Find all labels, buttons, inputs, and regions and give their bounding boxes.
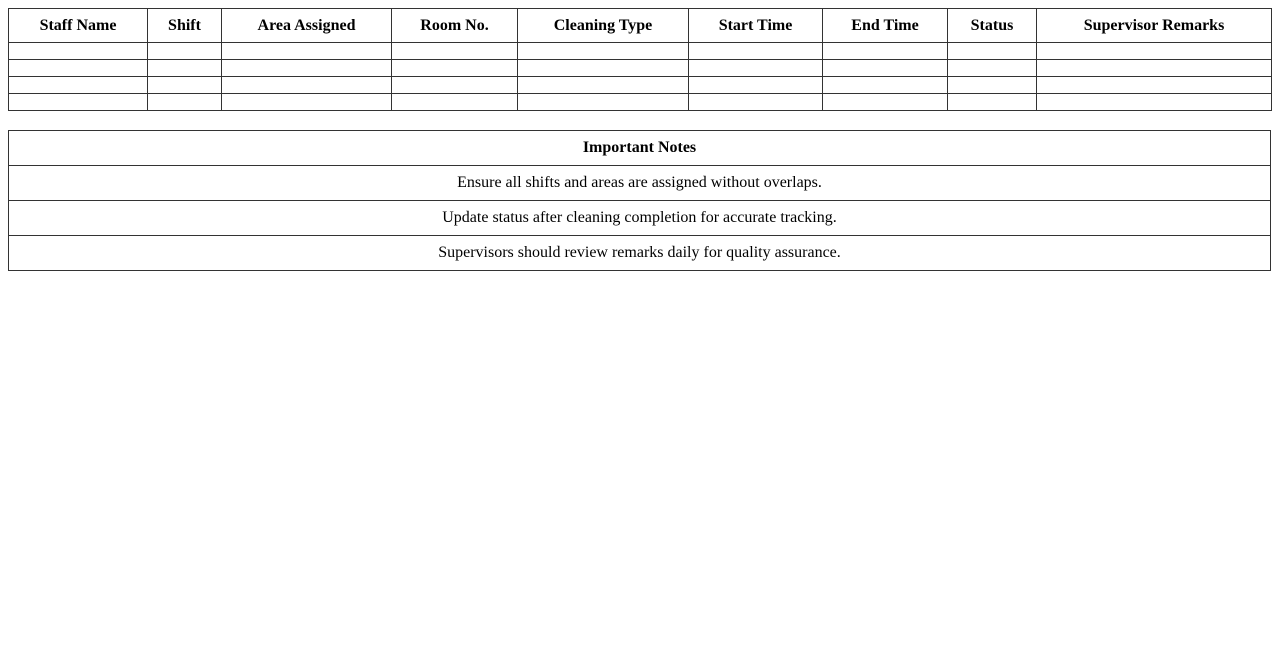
note-item: Ensure all shifts and areas are assigned without overlaps.	[9, 166, 1271, 201]
table-cell[interactable]	[9, 94, 148, 111]
table-cell[interactable]	[518, 43, 689, 60]
table-cell[interactable]	[148, 94, 222, 111]
table-cell[interactable]	[823, 43, 948, 60]
note-row	[9, 201, 1271, 236]
table-cell[interactable]	[948, 60, 1037, 77]
table-cell[interactable]	[222, 94, 392, 111]
table-row	[9, 60, 1272, 77]
column-header-room-no: Room No.	[392, 9, 518, 43]
table-cell[interactable]	[689, 60, 823, 77]
table-cell[interactable]	[222, 43, 392, 60]
table-cell[interactable]	[518, 60, 689, 77]
table-row	[9, 94, 1272, 111]
table-cell[interactable]	[392, 60, 518, 77]
table-cell[interactable]	[148, 77, 222, 94]
note-row	[9, 236, 1271, 271]
table-cell[interactable]	[9, 60, 148, 77]
table-cell[interactable]	[689, 43, 823, 60]
column-header-start-time: Start Time	[689, 9, 823, 43]
table-cell[interactable]	[823, 94, 948, 111]
important-notes-table	[8, 130, 1271, 271]
table-cell[interactable]	[148, 60, 222, 77]
note-row	[9, 166, 1271, 201]
column-header-cleaning-type: Cleaning Type	[518, 9, 689, 43]
table-cell[interactable]	[392, 43, 518, 60]
table-cell[interactable]	[518, 77, 689, 94]
column-header-area-assigned: Area Assigned	[222, 9, 392, 43]
table-cell[interactable]	[1037, 43, 1272, 60]
table-row	[9, 77, 1272, 94]
table-row	[9, 43, 1272, 60]
table-cell[interactable]	[392, 94, 518, 111]
column-header-supervisor-remarks: Supervisor Remarks	[1037, 9, 1272, 43]
table-cell[interactable]	[823, 77, 948, 94]
cleaning-schedule-table	[8, 8, 1272, 111]
table-cell[interactable]	[148, 43, 222, 60]
note-item: Supervisors should review remarks daily for quality assurance.	[9, 236, 1271, 271]
table-cell[interactable]	[222, 77, 392, 94]
table-cell[interactable]	[1037, 77, 1272, 94]
table-cell[interactable]	[518, 94, 689, 111]
column-header-status: Status	[948, 9, 1037, 43]
table-cell[interactable]	[948, 94, 1037, 111]
table-cell[interactable]	[222, 60, 392, 77]
column-header-end-time: End Time	[823, 9, 948, 43]
table-cell[interactable]	[9, 77, 148, 94]
table-cell[interactable]	[823, 60, 948, 77]
header-row	[9, 9, 1272, 43]
table-cell[interactable]	[392, 77, 518, 94]
table-cell[interactable]	[1037, 60, 1272, 77]
notes-header-row	[9, 131, 1271, 166]
table-cell[interactable]	[689, 77, 823, 94]
table-cell[interactable]	[689, 94, 823, 111]
table-cell[interactable]	[1037, 94, 1272, 111]
table-cell[interactable]	[9, 43, 148, 60]
note-item: Update status after cleaning completion for accurate tracking.	[9, 201, 1271, 236]
notes-title: Important Notes	[9, 131, 1271, 166]
column-header-shift: Shift	[148, 9, 222, 43]
table-cell[interactable]	[948, 77, 1037, 94]
column-header-staff-name: Staff Name	[9, 9, 148, 43]
table-cell[interactable]	[948, 43, 1037, 60]
